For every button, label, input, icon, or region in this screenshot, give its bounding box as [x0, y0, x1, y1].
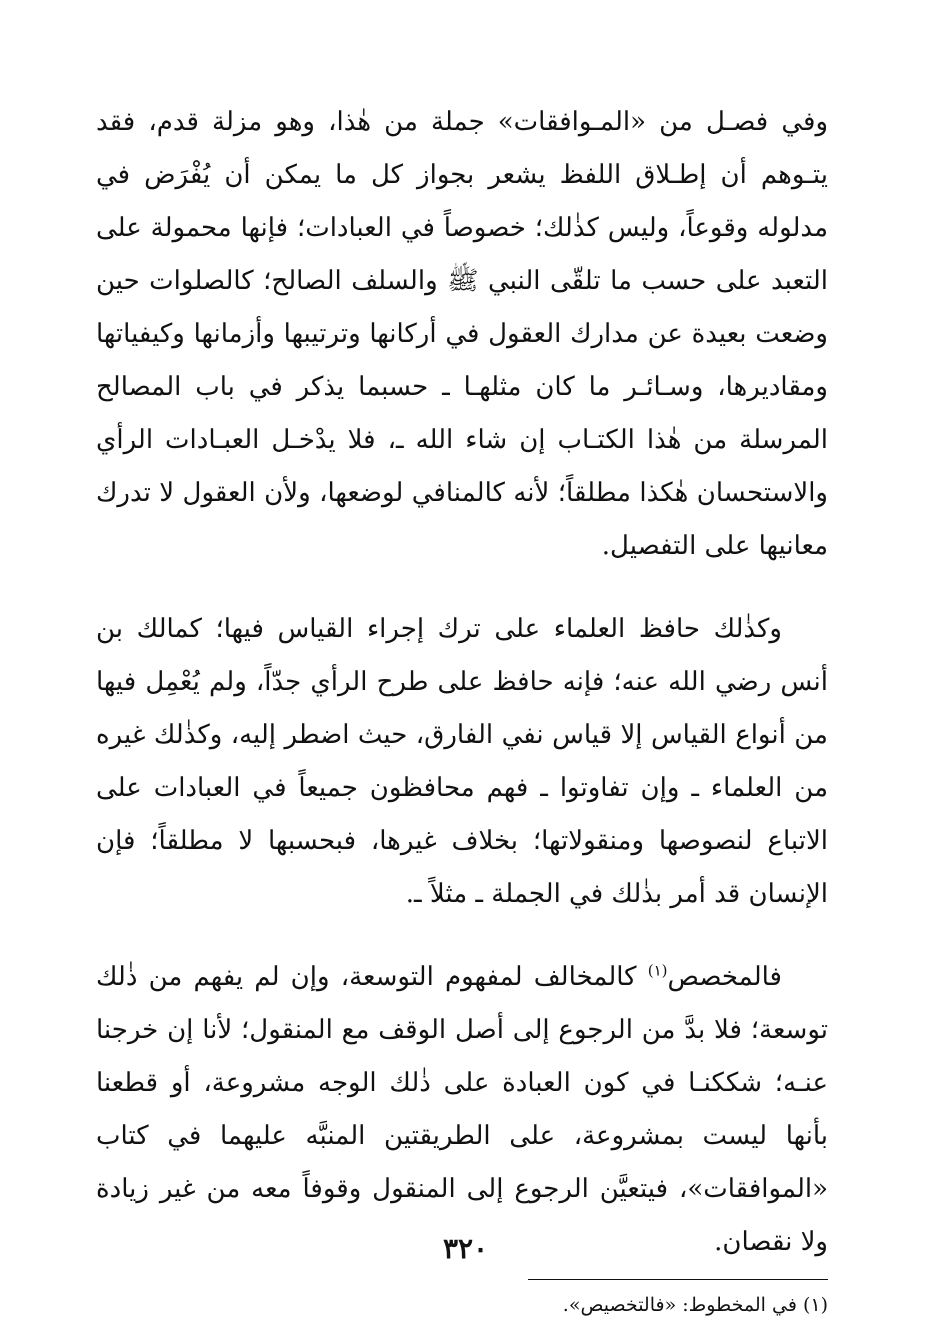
paragraph-3-start: فالمخصص — [667, 962, 782, 992]
paragraph-3-rest: كالمخالف لمفهوم التوسعة، وإن لم يفهم من ذٰلك توسعة؛ فلا بدَّ من الرجوع إلى أصل الوقف مع المنقول؛ لأنا إن خرجنا عنـه؛ شككنـا في كون العبادة على ذٰلك الوجه مشروعة، أو قطعنا بأنها ليست بمشروعة، على الطريقتين المنبَّه عليهما في كتاب «الموافقات»، فيتعيَّن الرجوع إلى المنقول وقوفاً معه من غير زيادة ولا نقصان. — [96, 962, 828, 1257]
main-text — [96, 96, 828, 1269]
footnote-divider — [528, 1279, 828, 1280]
footnote: (١) في المخطوط: «فالتخصيص». — [562, 1294, 828, 1316]
paragraph-2: وكذٰلك حافظ العلماء على ترك إجراء القياس فيها؛ كمالك بن أنس رضي الله عنه؛ فإنه حافظ على طرح الرأي جدّاً، ولم يُعْمِل فيها من أنواع القياس إلا قياس نفي الفارق، حيث اضطر إليه، وكذٰلك غيره من العلماء ـ وإن تفاوتوا ـ فهم محافظون جميعاً في العبادات على الاتباع لنصوصها ومنقولاتها؛ بخلاف غيرها، فبحسبها لا مطلقاً؛ فإن الإنسان قد أمر بذٰلك في الجملة ـ مثلاً ـ. — [96, 614, 828, 909]
footnote-reference[interactable]: (١) — [647, 961, 668, 980]
paragraph-1: وفي فصـل من «المـوافقات» جملة من هٰذا، وهو مزلة قدم، فقد يتـوهم أن إطـلاق اللفظ يشعر بجواز كل ما يمكن أن يُفْرَض في مدلوله وقوعاً، وليس كذٰلك؛ خصوصاً في العبادات؛ فإنها محمولة على التعبد على حسب ما تلقّى النبي ﷺ والسلف الصالح؛ كالصلوات حين وضعت بعيدة عن مدارك العقول في أركانها وترتيبها وأزمانها وكيفياتها ومقاديرها، وسـائـر ما كان مثلهـا ـ حسبما يذكر في باب المصالح المرسلة من هٰذا الكتـاب إن شاء الله ـ، فلا يدْخـل العبـادات الرأي والاستحسان هٰكذا مطلقاً؛ لأنه كالمنافي لوضعها، ولأن العقول لا تدرك معانيها على التفصيل. — [96, 107, 829, 561]
page-number: ٣٢٠ — [442, 1232, 489, 1265]
paragraph-3 — [96, 951, 828, 1269]
